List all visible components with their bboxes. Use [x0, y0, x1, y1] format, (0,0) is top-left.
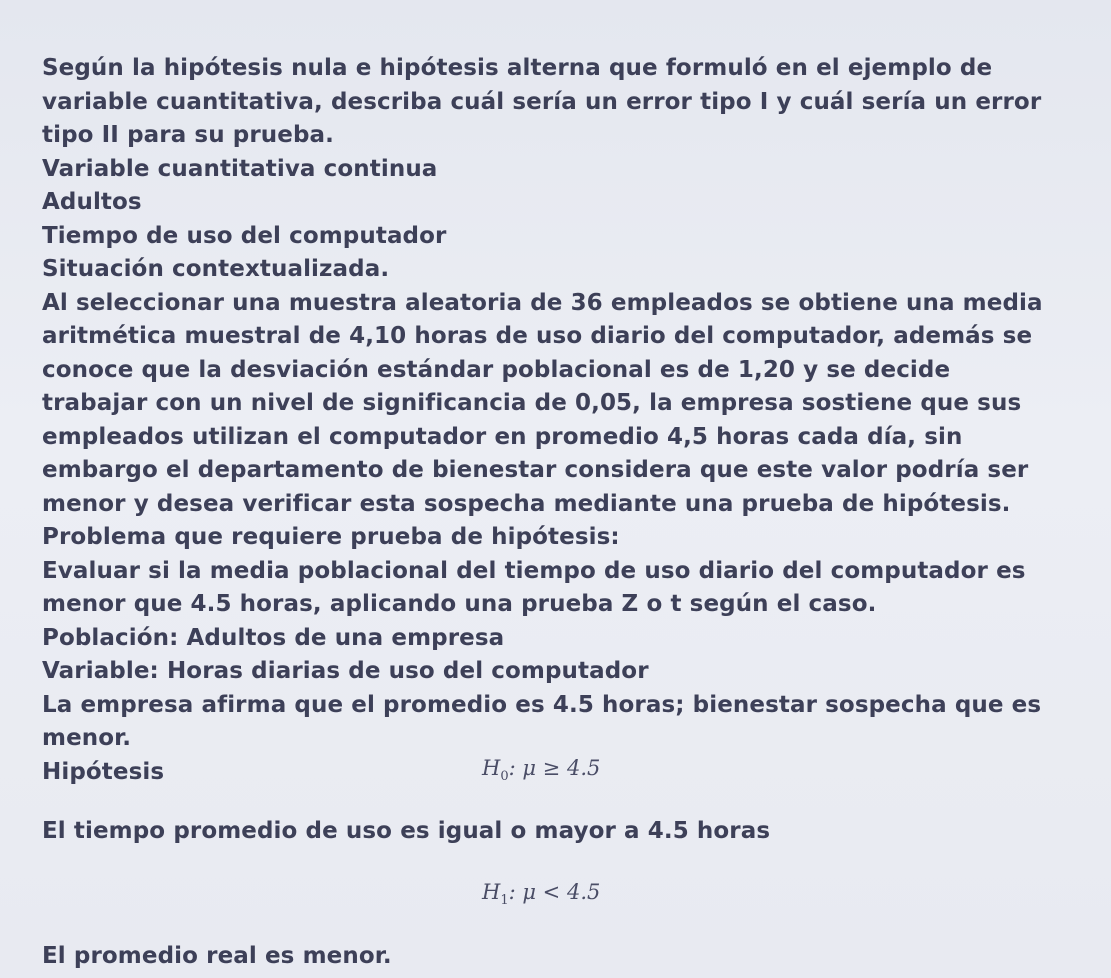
h0-subscript: 0: [500, 769, 509, 785]
text-line: Evaluar si la media poblacional del tiempo de uso diario del computador es: [42, 557, 1026, 584]
h1-symbol: H: [482, 880, 501, 904]
text-line: Población: Adultos de una empresa: [42, 624, 505, 651]
h0-symbol: H: [482, 756, 501, 780]
text-line: Variable: Horas diarias de uso del computador: [42, 658, 649, 684]
text-line: Problema que requiere prueba de hipótesis:: [42, 524, 620, 550]
text-line: Tiempo de uso del computador: [42, 222, 447, 249]
null-hypothesis-formula: [482, 756, 600, 784]
text-line: variable cuantitativa, describa cuál sería un error tipo I y cuál sería un error: [42, 88, 1042, 115]
document-body: [42, 52, 1082, 789]
h1-relation: : μ < 4.5: [508, 880, 601, 904]
text-line: embargo el departamento de bienestar considera que este valor podría ser: [42, 457, 1029, 483]
null-hypothesis-text: El tiempo promedio de uso es igual o mayor a 4.5 horas: [42, 818, 771, 844]
text-line: trabajar con un nivel de significancia de 0,05, la empresa sostiene que sus: [42, 390, 1022, 416]
text-line: Situación contextualizada.: [42, 256, 390, 282]
text-line: menor que 4.5 horas, aplicando una prueba Z o t según el caso.: [42, 591, 877, 617]
text-line: Al seleccionar una muestra aleatoria de 36 empleados se obtiene una media: [42, 289, 1043, 316]
text-line: conoce que la desviación estándar poblacional es de 1,20 y se decide: [42, 356, 951, 383]
h1-subscript: 1: [500, 893, 509, 909]
text-line: Variable cuantitativa continua: [42, 155, 438, 182]
text-line: menor y desea verificar esta sospecha mediante una prueba de hipótesis.: [42, 490, 1011, 517]
text-line: Adultos: [42, 189, 142, 215]
text-line: Según la hipótesis nula e hipótesis alterna que formuló en el ejemplo de: [42, 55, 993, 81]
text-line: tipo II para su prueba.: [42, 122, 335, 148]
alternative-hypothesis-text: El promedio real es menor.: [42, 943, 392, 969]
alternative-hypothesis-formula: [482, 880, 600, 908]
text-line: empleados utilizan el computador en promedio 4,5 horas cada día, sin: [42, 423, 963, 450]
text-line: aritmética muestral de 4,10 horas de uso diario del computador, además se: [42, 323, 1033, 349]
section-heading-hipotesis: Hipótesis: [42, 758, 165, 785]
text-line: menor.: [42, 725, 132, 751]
text-line: La empresa afirma que el promedio es 4.5 horas; bienestar sospecha que es: [42, 691, 1042, 718]
h0-relation: : μ ≥ 4.5: [508, 756, 601, 780]
